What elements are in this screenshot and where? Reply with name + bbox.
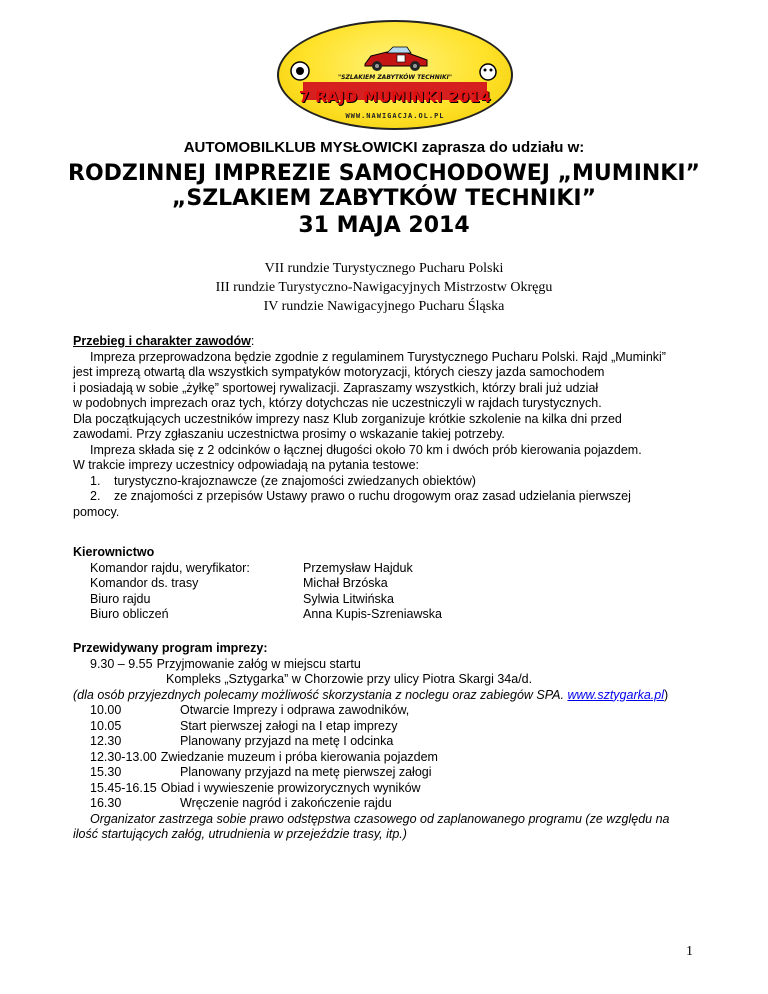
paragraph-line: Impreza przeprowadzona będzie zgodnie z regulaminem Turystycznego Pucharu Polski. Rajd „Muminki” xyxy=(90,349,666,364)
staff-row: Biuro rajdu Sylwia Litwińska xyxy=(90,591,395,606)
logo-url: WWW.NAWIGACJA.OL.PL xyxy=(345,112,445,120)
program-row: 10.00 Otwarcie Imprezy i odprawa zawodników, xyxy=(90,703,410,717)
section-kierownictwo xyxy=(73,545,703,623)
paragraph-line: Dla początkujących uczestników imprezy nasz Klub zorganizuje krótkie szkolenie na kilka dni przed xyxy=(73,411,622,426)
paragraph-line: i posiadają w sobie „żyłkę” sportowej rywalizacji. Zapraszamy wszystkich, którzy brali już udział xyxy=(73,380,599,395)
sztygarka-link[interactable]: www.sztygarka.pl xyxy=(567,687,665,702)
page-number: 1 xyxy=(686,944,693,959)
program-row: 9.30 – 9.55 Przyjmowanie załóg w miejscu startu xyxy=(90,656,361,671)
round-line: IV rundzie Nawigacyjnego Pucharu Śląska xyxy=(263,299,505,314)
section-program xyxy=(73,641,703,843)
program-row: 16.30 Wręczenie nagród i zakończenie rajdu xyxy=(90,796,392,810)
invite-line: AUTOMOBILKLUB MYSŁOWICKI zaprasza do udziału w: xyxy=(183,139,585,156)
logo-title: 7 RAJD MUMINKI 2014 xyxy=(298,88,492,106)
program-venue: Kompleks „Sztygarka” w Chorzowie przy ulicy Piotra Skargi 34a/d. xyxy=(166,672,533,686)
paragraph-line: W trakcie imprezy uczestnicy odpowiadają na pytania testowe: xyxy=(73,458,419,472)
closing-note: Organizator zastrzega sobie prawo odstępstwa czasowego od zaplanowanego programu (ze względu na xyxy=(90,811,670,826)
list-item: 1. turystyczno-krajoznawcze (ze znajomości zwiedzanych obiektów) xyxy=(90,473,476,488)
event-subtitle: „SZLAKIEM ZABYTKÓW TECHNIKI” xyxy=(171,186,597,211)
section-przebieg xyxy=(73,334,703,520)
section-heading: Przewidywany program imprezy: xyxy=(73,641,268,655)
staff-row: Komandor rajdu, weryfikator: Przemysław Hajduk xyxy=(90,560,413,575)
program-row: 12.30-13.00 Zwiedzanie muzeum i próba kierowania pojazdem xyxy=(90,749,438,764)
program-row: 15.30 Planowany przyjazd na metę pierwszej załogi xyxy=(90,765,432,779)
paragraph-line: Impreza składa się z 2 odcinków o łącznej długości około 70 km i dwóch prób kierowania pojazdem. xyxy=(90,442,642,457)
closing-note: ilość startujących załóg, utrudnienia w przejeździe trasy, itp.) xyxy=(73,827,407,841)
list-item-continuation: pomocy. xyxy=(73,504,120,519)
race-car-icon xyxy=(361,42,431,72)
staff-row: Biuro obliczeń Anna Kupis-Szreniawska xyxy=(90,607,442,621)
round-line: VII rundzie Turystycznego Pucharu Polski xyxy=(264,261,504,276)
list-item: 2. ze znajomości z przepisów Ustawy prawo o ruchu drogowym oraz zasad udzielania pierwszej xyxy=(90,489,631,503)
event-title: RODZINNEJ IMPREZIE SAMOCHODOWEJ „MUMINKI” xyxy=(68,161,700,186)
paragraph-line: jest imprezą otwartą dla wszystkich sympatyków motoryzacji, których cieszy jazda samochodem xyxy=(73,365,605,379)
round-line: III rundzie Turystyczno-Nawigacyjnych Mistrzostw Okręgu xyxy=(215,280,553,295)
event-date: 31 MAJA 2014 xyxy=(298,213,470,238)
rounds-list xyxy=(0,259,768,316)
rally-logo xyxy=(277,20,513,130)
section-heading: Przebieg i charakter zawodów xyxy=(73,334,251,348)
heading-colon: : xyxy=(250,334,255,348)
section-heading: Kierownictwo xyxy=(73,545,155,559)
program-row: 10.05 Start pierwszej załogi na I etap imprezy xyxy=(90,718,398,733)
staff-row: Komandor ds. trasy Michał Brzóska xyxy=(90,576,388,590)
paragraph-line: zawodami. Przy zgłaszaniu uczestnictwa prosimy o wskazanie takiej potrzeby. xyxy=(73,427,505,441)
paragraph-line: w podobnych imprezach oraz tych, którzy dotychczas nie uczestniczyli w rajdach turystycznych. xyxy=(73,396,602,410)
program-row: 15.45-16.15 Obiad i wywieszenie prowizorycznych wyników xyxy=(90,780,421,795)
program-row: 12.30 Planowany przyjazd na metę I odcinka xyxy=(90,734,394,748)
program-note: (dla osób przyjezdnych polecamy możliwość skorzystania z noclegu oraz zabiegów SPA. www.sztygarka.pl) xyxy=(73,687,669,702)
logo-tagline: "SZLAKIEM ZABYTKÓW TECHNIKI" xyxy=(338,74,452,81)
